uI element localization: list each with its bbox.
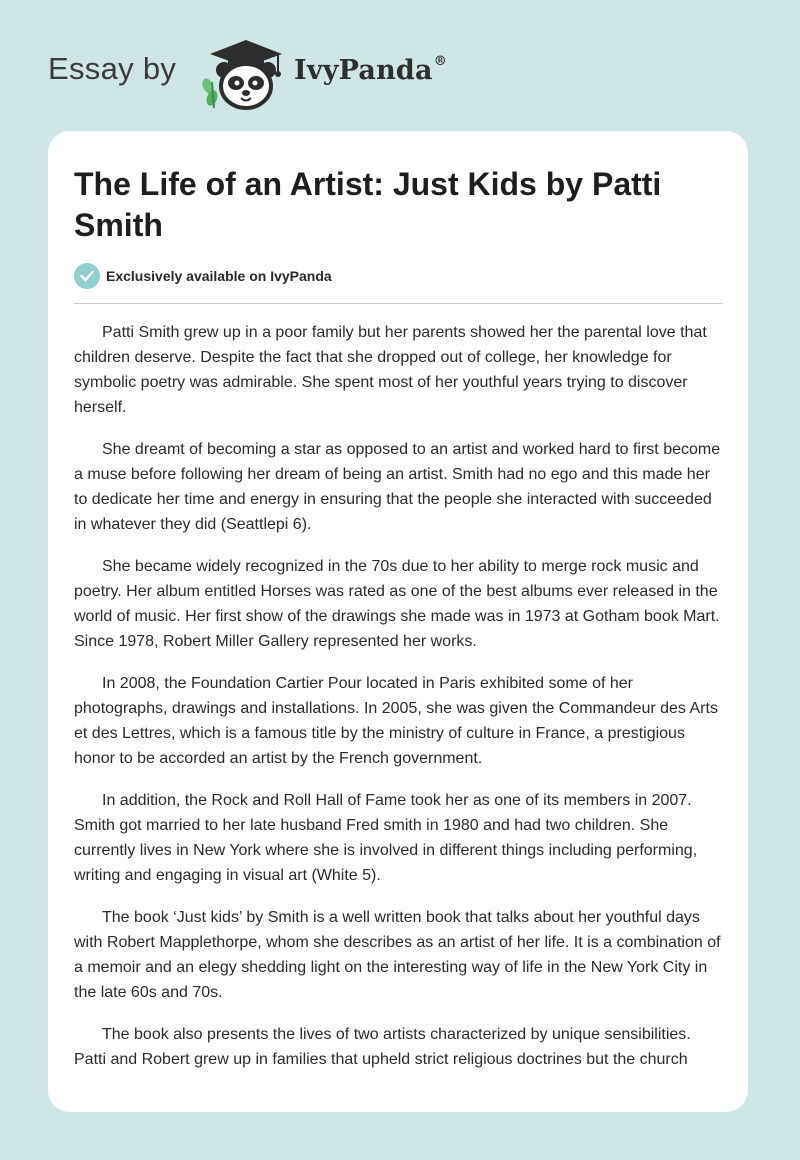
- brand-logo-text[interactable]: IvyPanda®: [294, 54, 447, 86]
- exclusive-badge: [74, 263, 332, 289]
- paragraph: She dreamt of becoming a star as opposed to an artist and worked hard to first become a muse before following her dream of being an artist. Smith had no ego and this made her to dedicate her time and energy in ensuring that the people she interacted with succeeded in whatever they did (Seattlepi 6).: [74, 441, 721, 533]
- panda-graduation-cap-icon[interactable]: [200, 34, 292, 114]
- site-header: [48, 34, 548, 114]
- paragraph: The book also presents the lives of two artists characterized by unique sensibilities. Patti and Robert grew up in families that upheld strict religious doctrines but the church: [74, 1026, 691, 1068]
- exclusive-label: Exclusively available on IvyPanda: [106, 268, 332, 284]
- page-title: The Life of an Artist: Just Kids by Patti Smith: [74, 166, 662, 243]
- paragraph: In 2008, the Foundation Cartier Pour located in Paris exhibited some of her photographs, drawings and installations. In 2005, she was given the Commandeur des Arts et des Lettres, which is a famous title by the ministry of culture in France, a prestigious honor to be accorded an artist by the French government.: [74, 675, 718, 767]
- paragraph: The book ‘Just kids’ by Smith is a well written book that talks about her youthful days with Robert Mapplethorpe, whom she describes as an artist of her life. It is a combination of a memoir and an elegy shedding light on the interesting way of life in the New York City in the late 60s and 70s.: [74, 909, 721, 1001]
- essay-by-label: Essay by: [48, 51, 177, 86]
- paragraph: Patti Smith grew up in a poor family but her parents showed her the parental love that children deserve. Despite the fact that she dropped out of college, her knowledge for symbolic poetry was admirable. She spent most of her youthful years trying to discover herself.: [74, 324, 707, 416]
- divider: [74, 303, 723, 304]
- essay-body: [74, 320, 726, 1089]
- essay-card: [48, 131, 748, 1112]
- paragraph: In addition, the Rock and Roll Hall of Fame took her as one of its members in 2007. Smith got married to her late husband Fred smith in 1980 and had two children. She currently lives in New York where she is involved in different things including performing, writing and engaging in visual art (White 5).: [74, 792, 698, 884]
- paragraph: She became widely recognized in the 70s due to her ability to merge rock music and poetry. Her album entitled Horses was rated as one of the best albums ever released in the world of music. Her first show of the drawings she made was in 1973 at Gotham book Mart. Since 1978, Robert Miller Gallery represented her works.: [74, 558, 720, 650]
- check-circle-icon: [74, 263, 100, 289]
